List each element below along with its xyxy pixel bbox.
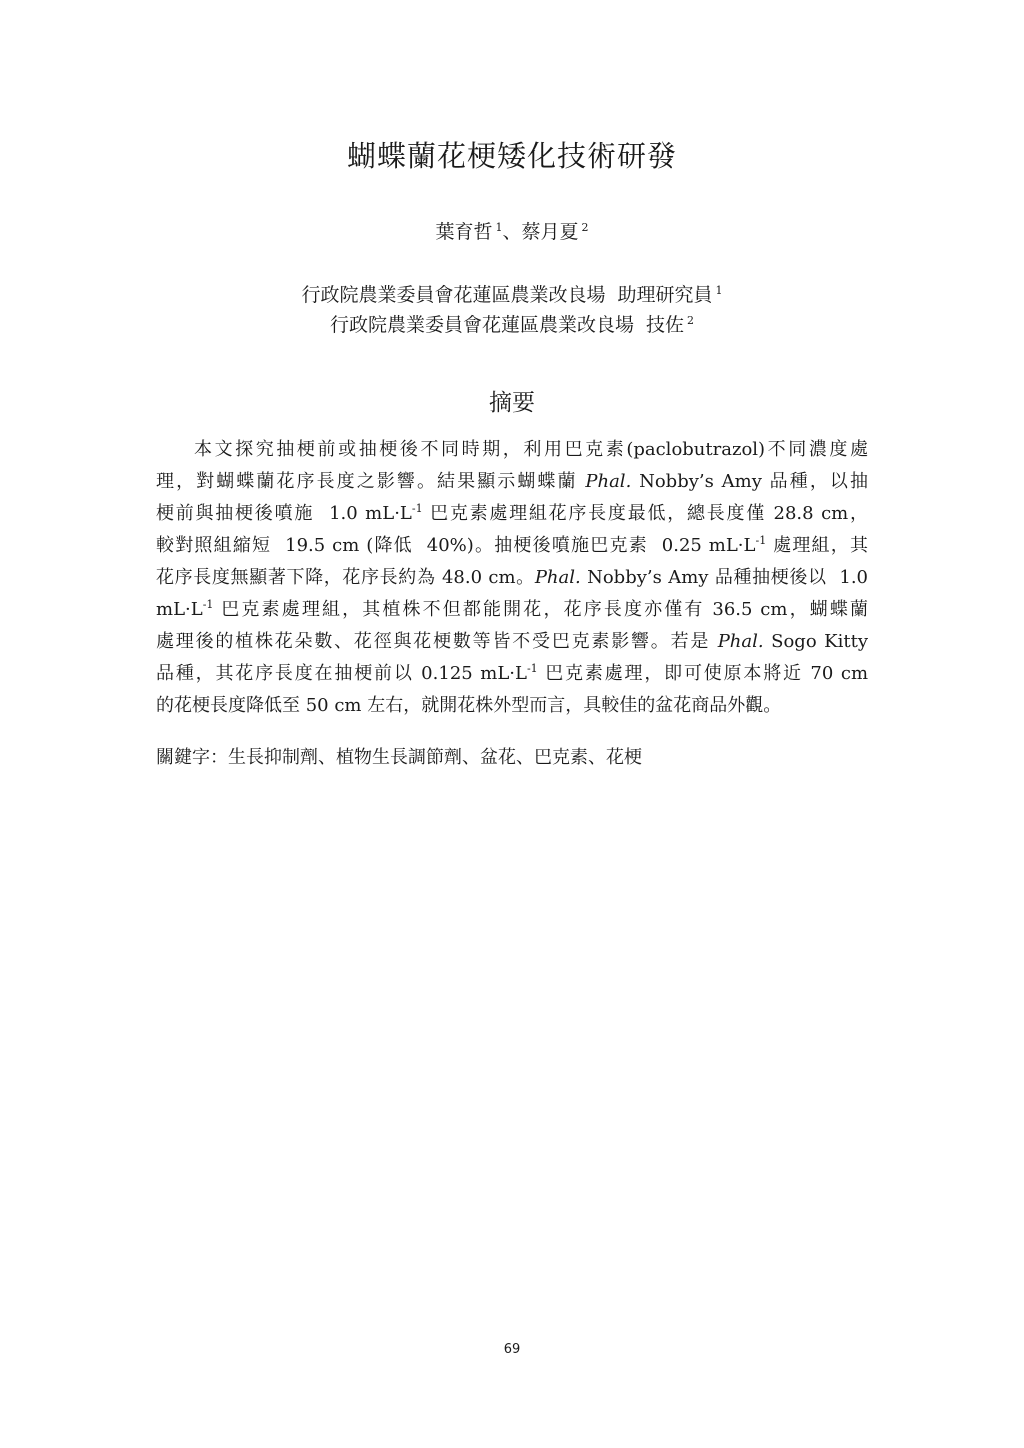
abstract-text: 的花梗長度降低至 50 cm 左右，就開花株外型而言，具較佳的盆花商品外觀。 bbox=[156, 695, 782, 716]
abstract-text: 較對照組縮短 19.5 cm (降低 40%)。抽梗後噴施巴克素 0.25 mL·L bbox=[156, 535, 756, 556]
abstract-text: 梗前與抽梗後噴施 1.0 mL·L bbox=[156, 503, 412, 524]
abstract-text: Nobby’s Amy 品種，以抽 bbox=[631, 471, 868, 492]
abstract-line bbox=[156, 530, 868, 562]
abstract-text: 花序長度無顯著下降，花序長約為 48.0 cm。 bbox=[156, 567, 535, 588]
paper-title: 蝴蝶蘭花梗矮化技術研發 bbox=[346, 139, 677, 173]
abstract-line bbox=[156, 626, 868, 658]
author-line bbox=[0, 218, 1024, 246]
abstract-text: Nobby’s Amy 品種抽梗後以 1.0 bbox=[580, 567, 868, 588]
abstract-line bbox=[156, 562, 868, 594]
abstract-line bbox=[156, 466, 868, 498]
affiliation-text: 行政院農業委員會花蓮區農業改良場 助理研究員 bbox=[301, 284, 713, 306]
author-name: 蔡月夏 bbox=[521, 221, 579, 243]
abstract-line bbox=[156, 434, 868, 466]
abstract-text: 品種，其花序長度在抽梗前以 0.125 mL·L bbox=[156, 663, 527, 684]
keywords-line: 關鍵字：生長抑制劑、植物生長調節劑、盆花、巴克素、花梗 bbox=[156, 747, 642, 768]
author-affiliation-mark: 1 bbox=[495, 221, 503, 234]
genus-abbrev: Phal. bbox=[717, 631, 764, 652]
abstract-line bbox=[156, 594, 868, 626]
unit-exponent: -1 bbox=[755, 534, 767, 547]
unit-exponent: -1 bbox=[202, 598, 214, 611]
affiliation-mark: 1 bbox=[715, 284, 723, 297]
abstract-text: mL·L bbox=[156, 599, 203, 620]
abstract-heading: 摘要 bbox=[489, 390, 535, 416]
unit-exponent: -1 bbox=[526, 662, 538, 675]
abstract-text: 處理組，其 bbox=[766, 535, 868, 556]
abstract-text: 處理後的植株花朵數、花徑與花梗數等皆不受巴克素影響。若是 bbox=[156, 631, 718, 652]
abstract-line bbox=[156, 690, 868, 722]
abstract-line bbox=[156, 498, 868, 530]
affiliation-line bbox=[0, 281, 1024, 309]
affiliation-text: 行政院農業委員會花蓮區農業改良場 技佐 bbox=[329, 314, 685, 336]
abstract-text: Sogo Kitty bbox=[763, 631, 869, 652]
page-number: 69 bbox=[503, 1342, 521, 1357]
author-affiliation-mark: 2 bbox=[581, 221, 589, 234]
author-name: 葉育哲 bbox=[435, 221, 493, 243]
genus-abbrev: Phal. bbox=[585, 471, 632, 492]
abstract-text: 巴克素處理組，其植株不但都能開花，花序長度亦僅有 36.5 cm，蝴蝶蘭 bbox=[213, 599, 868, 620]
author-separator: 、 bbox=[502, 221, 522, 243]
abstract-text: 巴克素處理組花序長度最低，總長度僅 28.8 cm， bbox=[422, 503, 868, 524]
affiliation-mark: 2 bbox=[687, 314, 695, 327]
unit-exponent: -1 bbox=[411, 502, 423, 515]
abstract-text: 理，對蝴蝶蘭花序長度之影響。結果顯示蝴蝶蘭 bbox=[156, 471, 586, 492]
abstract-text: 巴克素處理，即可使原本將近 70 cm bbox=[537, 663, 869, 684]
abstract-body bbox=[156, 434, 868, 722]
abstract-line bbox=[156, 658, 868, 690]
affiliation-line bbox=[0, 311, 1024, 339]
abstract-text: 本文探究抽梗前或抽梗後不同時期，利用巴克素(paclobutrazol)不同濃度處 bbox=[194, 439, 868, 460]
genus-abbrev: Phal. bbox=[534, 567, 581, 588]
